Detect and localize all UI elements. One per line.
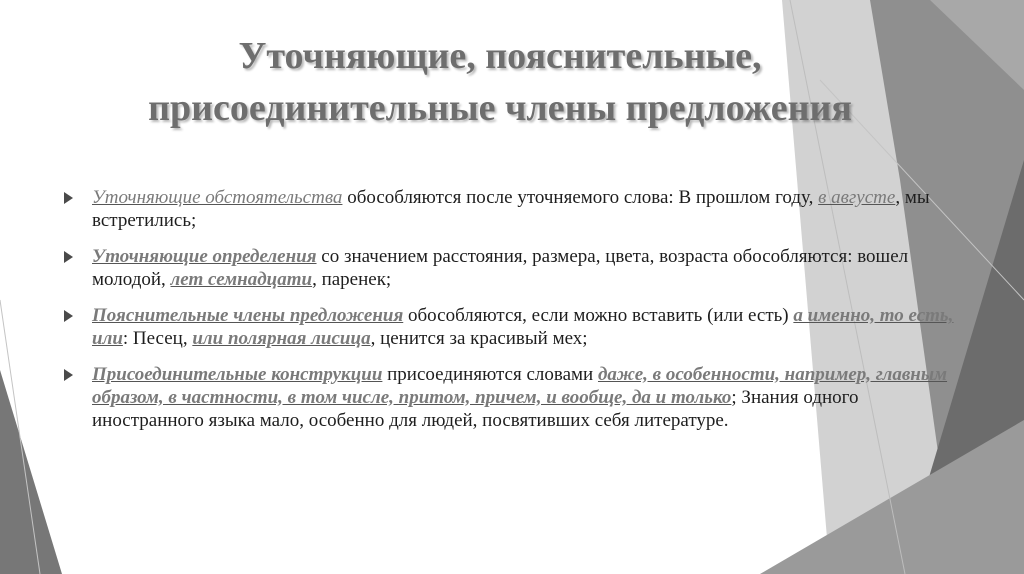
bullet-text: [92, 305, 953, 349]
plain-text: ; Знания одного иностранного языка мало, особенно для людей, посвятивших себя литературе.: [92, 387, 859, 431]
term-text: Уточняющие определения: [92, 246, 317, 267]
term-text: Присоединительные конструкции: [92, 364, 383, 385]
slide-title-line2: присоединительные члены предложения: [148, 87, 852, 129]
plain-text: обособляются после уточняемого слова: В прошлом году,: [342, 187, 819, 208]
bullet-item-connective-constructions: [62, 363, 967, 432]
plain-text: со значением расстояния, размера, цвета, возраста обособляются: вошел молодой,: [92, 246, 909, 290]
bullet-list: [62, 186, 967, 445]
example-text: лет семнадцати: [170, 269, 313, 290]
plain-text: обособляются, если можно вставить (или есть): [403, 305, 794, 326]
plain-text: присоединяются словами: [382, 364, 598, 385]
bullet-item-clarifying-adverbials: [62, 186, 967, 232]
bullet-text: [92, 246, 908, 290]
bullet-item-clarifying-attributes: [62, 245, 967, 291]
bullet-arrow-icon: [64, 251, 73, 263]
plain-text: , паренек;: [312, 269, 392, 290]
plain-text: : Песец,: [122, 328, 193, 349]
example-text: даже, в особенности, например, главным образом, в частности, в том числе, притом, причем, и вообще, да и только: [92, 364, 948, 408]
bullet-arrow-icon: [64, 192, 73, 204]
bullet-arrow-icon: [64, 310, 73, 322]
slide-title: [60, 30, 940, 134]
bullet-arrow-icon: [64, 369, 73, 381]
example-text: а именно, то есть, или: [92, 305, 954, 349]
plain-text: , мы встретились;: [92, 187, 930, 231]
term-text: Уточняющие обстоятельства: [92, 187, 343, 208]
deco-shape-left-bottom: [0, 370, 62, 574]
slide-title-line1: Уточняющие, пояснительные,: [238, 35, 762, 77]
bullet-text: [92, 187, 930, 231]
example-text: или полярная лисица: [192, 328, 371, 349]
term-text: Пояснительные члены предложения: [92, 305, 404, 326]
example-text: в августе: [818, 187, 896, 208]
bullet-item-explanatory-members: [62, 304, 967, 350]
bullet-text: [92, 364, 947, 431]
plain-text: , ценится за красивый мех;: [370, 328, 588, 349]
